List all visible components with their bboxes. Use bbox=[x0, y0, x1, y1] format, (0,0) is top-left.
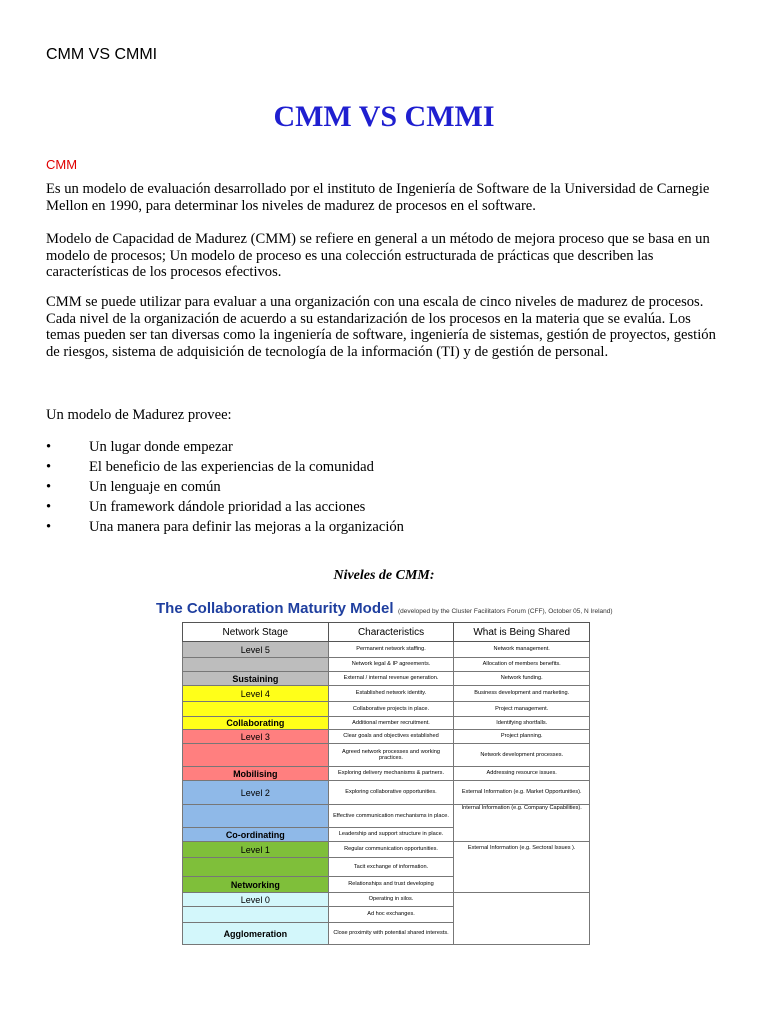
column-header-stage: Network Stage bbox=[183, 623, 329, 642]
shared-cell: Network management. bbox=[454, 642, 590, 658]
page-title: CMM VS CMMI bbox=[273, 100, 495, 133]
characteristic-cell: Close proximity with potential shared interests. bbox=[328, 923, 454, 945]
characteristic-cell: Leadership and support structure in place. bbox=[328, 828, 454, 842]
characteristic-cell: Established network identity. bbox=[328, 686, 454, 702]
list-item-text: Un lugar donde empezar bbox=[89, 439, 233, 455]
stage-fill-cell bbox=[183, 805, 329, 828]
characteristic-cell: Collaborative projects in place. bbox=[328, 702, 454, 717]
shared-cell: Project management. bbox=[454, 702, 590, 717]
stage-fill-cell bbox=[183, 907, 329, 923]
list-item-text: El beneficio de las experiencias de la comunidad bbox=[89, 459, 374, 475]
table-row bbox=[183, 730, 590, 744]
shared-cell: Addressing resource issues. bbox=[454, 767, 590, 781]
shared-cell: Allocation of members benefits. bbox=[454, 658, 590, 672]
shared-cell: External Information (e.g. Sectoral Issues ). bbox=[454, 842, 590, 893]
maturity-table bbox=[182, 622, 590, 945]
bullet-icon: • bbox=[46, 519, 52, 535]
stage-name-cell: Mobilising bbox=[183, 767, 329, 781]
table-row bbox=[183, 767, 590, 781]
characteristic-cell: Regular communication opportunities. bbox=[328, 842, 454, 858]
list-item bbox=[46, 497, 404, 517]
table-row bbox=[183, 744, 590, 767]
list-item-text: Un framework dándole prioridad a las acciones bbox=[89, 499, 366, 515]
table-row bbox=[183, 642, 590, 658]
table-row bbox=[183, 672, 590, 686]
shared-cell: Network development processes. bbox=[454, 744, 590, 767]
figure-title-line bbox=[156, 600, 613, 618]
characteristic-cell: Tacit exchange of information. bbox=[328, 858, 454, 877]
stage-name-cell: Agglomeration bbox=[183, 923, 329, 945]
table-row bbox=[183, 781, 590, 805]
stage-name-cell: Networking bbox=[183, 877, 329, 893]
stage-level-cell: Level 4 bbox=[183, 686, 329, 702]
stage-name-cell: Co-ordinating bbox=[183, 828, 329, 842]
table-row bbox=[183, 717, 590, 730]
characteristic-cell: Permanent network staffing. bbox=[328, 642, 454, 658]
stage-level-cell: Level 3 bbox=[183, 730, 329, 744]
characteristic-cell: Operating in silos. bbox=[328, 893, 454, 907]
shared-cell: External Information (e.g. Market Opportunities). bbox=[454, 781, 590, 805]
stage-level-cell: Level 2 bbox=[183, 781, 329, 805]
table-row bbox=[183, 805, 590, 828]
bullet-icon: • bbox=[46, 499, 52, 515]
figure-subtitle: (developed by the Cluster Facilitators Forum (CFF), October 05, N Ireland) bbox=[397, 608, 613, 615]
stage-fill-cell bbox=[183, 744, 329, 767]
maturity-table-body bbox=[183, 642, 590, 945]
stage-level-cell: Level 5 bbox=[183, 642, 329, 658]
table-row bbox=[183, 686, 590, 702]
maturity-model-figure bbox=[150, 600, 613, 962]
shared-cell: Project planning. bbox=[454, 730, 590, 744]
table-row bbox=[183, 658, 590, 672]
stage-fill-cell bbox=[183, 858, 329, 877]
section-label: CMM bbox=[46, 157, 78, 172]
column-header-characteristics: Characteristics bbox=[328, 623, 454, 642]
stage-name-cell: Collaborating bbox=[183, 717, 329, 730]
document-header: CMM VS CMMI bbox=[46, 46, 158, 63]
characteristic-cell: Additional member recruitment. bbox=[328, 717, 454, 730]
figure-title: The Collaboration Maturity Model bbox=[156, 600, 394, 617]
characteristic-cell: Effective communication mechanisms in place. bbox=[328, 805, 454, 828]
characteristic-cell: Ad hoc exchanges. bbox=[328, 907, 454, 923]
table-row bbox=[183, 702, 590, 717]
table-row bbox=[183, 893, 590, 907]
list-item-text: Una manera para definir las mejoras a la organización bbox=[89, 519, 404, 535]
paragraph-capability-model: Modelo de Capacidad de Madurez (CMM) se refiere en general a un método de mejora proceso que se basa en un modelo de procesos; Un modelo de proceso es una colección estructurada de prácticas que describen las características de los procesos efectivos. bbox=[46, 231, 710, 280]
paragraph-evaluation: CMM se puede utilizar para evaluar a una organización con una escala de cinco niveles de madurez de procesos. Cada nivel de la organización de acuerdo a su estandarización de los procesos en la materia que se evalúa. Los temas pueden ser tan diversas como la ingeniería de software, ingeniería de sistemas, gestión de proyectos, gestión de riesgos, sistema de adquisición de tecnología de la información (TI) y de gestión de personal. bbox=[46, 294, 716, 360]
characteristic-cell: Clear goals and objectives established bbox=[328, 730, 454, 744]
stage-fill-cell bbox=[183, 702, 329, 717]
characteristic-cell: Network legal & IP agreements. bbox=[328, 658, 454, 672]
bullet-icon: • bbox=[46, 459, 52, 475]
list-item bbox=[46, 477, 404, 497]
characteristic-cell: Relationships and trust developing bbox=[328, 877, 454, 893]
shared-cell: Business development and marketing. bbox=[454, 686, 590, 702]
characteristic-cell: Exploring collaborative opportunities. bbox=[328, 781, 454, 805]
shared-cell bbox=[454, 893, 590, 945]
table-row bbox=[183, 842, 590, 858]
stage-name-cell: Sustaining bbox=[183, 672, 329, 686]
characteristic-cell: Agreed network processes and working practices. bbox=[328, 744, 454, 767]
list-item bbox=[46, 457, 404, 477]
stage-level-cell: Level 1 bbox=[183, 842, 329, 858]
shared-cell: Internal Information (e.g. Company Capabilities). bbox=[454, 805, 590, 842]
column-header-shared: What is Being Shared bbox=[454, 623, 590, 642]
shared-cell: Network funding. bbox=[454, 672, 590, 686]
stage-fill-cell bbox=[183, 658, 329, 672]
bullet-icon: • bbox=[46, 439, 52, 455]
table-header-row bbox=[183, 623, 590, 642]
bullet-list bbox=[46, 437, 404, 537]
figure-caption: Niveles de CMM: bbox=[333, 568, 435, 583]
stage-level-cell: Level 0 bbox=[183, 893, 329, 907]
list-item bbox=[46, 437, 404, 457]
characteristic-cell: External / internal revenue generation. bbox=[328, 672, 454, 686]
paragraph-model-provides: Un modelo de Madurez provee: bbox=[46, 407, 232, 423]
paragraph-definition: Es un modelo de evaluación desarrollado por el instituto de Ingeniería de Software de la Universidad de Carnegie Mellon en 1990, para determinar los niveles de madurez de procesos en el software. bbox=[46, 181, 710, 214]
list-item-text: Un lenguaje en común bbox=[89, 479, 221, 495]
shared-cell: Identifying shortfalls. bbox=[454, 717, 590, 730]
bullet-icon: • bbox=[46, 479, 52, 495]
list-item bbox=[46, 517, 404, 537]
characteristic-cell: Exploring delivery mechanisms & partners. bbox=[328, 767, 454, 781]
